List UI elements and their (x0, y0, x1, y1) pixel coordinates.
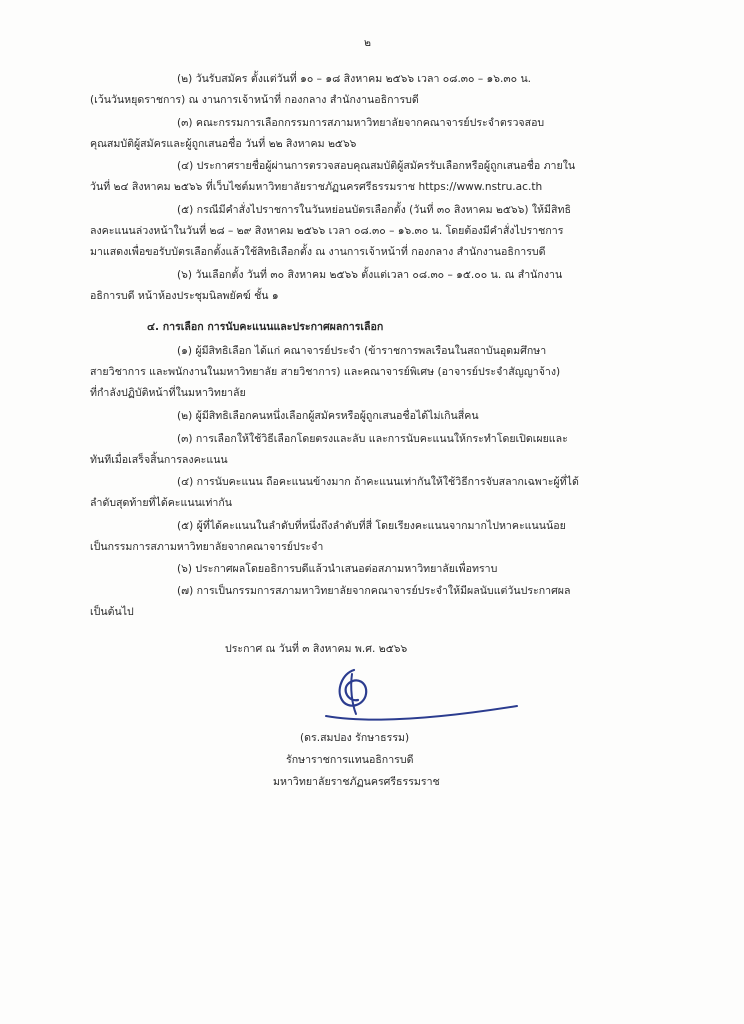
item-2-4-line-1: (๔) ประกาศรายชื่อผู้ผ่านการตรวจสอบคุณสมบัติผู้สมัครรับเลือกหรือผู้ถูกเสนอชื่อ ภายใน (177, 160, 576, 172)
item-4-2-line-1: (๒) ผู้มีสิทธิเลือกคนหนึ่งเลือกผู้สมัครหรือผู้ถูกเสนอชื่อได้ไม่เกินสี่คน (177, 410, 479, 422)
item-4-7-line-2: เป็นต้นไป (90, 606, 134, 618)
item-2-2-line-2: (เว้นวันหยุดราชการ) ณ งานการเจ้าหน้าที่ กองกลาง สำนักงานอธิการบดี (90, 94, 419, 106)
item-2-6-line-1: (๖) วันเลือกตั้ง วันที่ ๓๐ สิงหาคม ๒๕๖๖ ตั้งแต่เวลา ๐๘.๓๐ – ๑๕.๐๐ น. ณ สำนักงาน (177, 269, 563, 281)
item-4-5-line-2: เป็นกรรมการสภามหาวิทยาลัยจากคณาจารย์ประจำ (90, 541, 324, 553)
item-2-5-line-1: (๕) กรณีมีคำสั่งไปราชการในวันหย่อนบัตรเลือกตั้ง (วันที่ ๓๐ สิงหาคม ๒๕๖๖) ให้มีสิทธิ (177, 204, 571, 216)
section-4-heading: ๔. การเลือก การนับคะแนนและประกาศผลการเลือก (147, 321, 384, 333)
signatory-position: รักษาราชการแทนอธิการบดี (286, 754, 414, 766)
signatory-name: (ดร.สมปอง รักษาธรรม) (300, 732, 410, 744)
signatory-organization: มหาวิทยาลัยราชภัฏนครศรีธรรมราช (273, 776, 440, 788)
item-4-1-line-2: สายวิชาการ และพนักงานในมหาวิทยาลัย สายวิชาการ) และคณาจารย์พิเศษ (อาจารย์ประจำสัญญาจ้าง) (90, 366, 561, 378)
item-2-2-line-1: (๒) วันรับสมัคร ตั้งแต่วันที่ ๑๐ – ๑๘ สิงหาคม ๒๕๖๖ เวลา ๐๘.๓๐ – ๑๖.๓๐ น. (177, 73, 532, 85)
item-2-4-line-2: วันที่ ๒๔ สิงหาคม ๒๕๖๖ ที่เว็บไซต์มหาวิทยาลัยราชภัฏนครศรีธรรมราช https://www.nstru.ac.th (90, 181, 543, 193)
item-4-4-line-2: ลำดับสุดท้ายที่ได้คะแนนเท่ากัน (90, 497, 233, 509)
item-2-5-line-3: มาแสดงเพื่อขอรับบัตรเลือกตั้งแล้วใช้สิทธิเลือกตั้ง ณ งานการเจ้าหน้าที่ กองกลาง สำนักงานอธิการบดี (90, 246, 546, 258)
item-4-1-line-3: ที่กำลังปฏิบัติหน้าที่ในมหาวิทยาลัย (90, 387, 246, 399)
signature-image (312, 668, 522, 732)
item-4-3-line-2: ทันทีเมื่อเสร็จสิ้นการลงคะแนน (90, 454, 228, 466)
item-2-3-line-2: คุณสมบัติผู้สมัครและผู้ถูกเสนอชื่อ วันที่ ๒๒ สิงหาคม ๒๕๖๖ (90, 138, 357, 150)
item-2-3-line-1: (๓) คณะกรรมการเลือกกรรมการสภามหาวิทยาลัยจากคณาจารย์ประจำตรวจสอบ (177, 117, 545, 129)
item-2-5-line-2: ลงคะแนนล่วงหน้าในวันที่ ๒๘ – ๒๙ สิงหาคม ๒๕๖๖ เวลา ๐๘.๓๐ – ๑๖.๓๐ น. โดยต้องมีคำสั่งไปราชการ (90, 225, 564, 237)
item-4-4-line-1: (๔) การนับคะแนน ถือคะแนนข้างมาก ถ้าคะแนนเท่ากันให้ใช้วิธีการจับสลากเฉพาะผู้ที่ได้ (177, 476, 579, 488)
item-4-1-line-1: (๑) ผู้มีสิทธิเลือก ได้แก่ คณาจารย์ประจำ (ข้าราชการพลเรือนในสถาบันอุดมศึกษา (177, 345, 547, 357)
item-4-5-line-1: (๕) ผู้ที่ได้คะแนนในลำดับที่หนึ่งถึงลำดับที่สี่ โดยเรียงคะแนนจากมากไปหาคะแนนน้อย (177, 520, 566, 532)
announcement-date: ประกาศ ณ วันที่ ๓ สิงหาคม พ.ศ. ๒๕๖๖ (225, 643, 408, 655)
item-4-7-line-1: (๗) การเป็นกรรมการสภามหาวิทยาลัยจากคณาจารย์ประจำให้มีผลนับแต่วันประกาศผล (177, 585, 571, 597)
item-4-6-line-1: (๖) ประกาศผลโดยอธิการบดีแล้วนำเสนอต่อสภามหาวิทยาลัยเพื่อทราบ (177, 563, 498, 575)
item-2-6-line-2: อธิการบดี หน้าห้องประชุมนิลพยัคฆ์ ชั้น ๑ (90, 290, 279, 302)
page-number: ๒ (364, 37, 371, 49)
item-4-3-line-1: (๓) การเลือกให้ใช้วิธีเลือกโดยตรงและลับ และการนับคะแนนให้กระทำโดยเปิดเผยและ (177, 433, 568, 445)
